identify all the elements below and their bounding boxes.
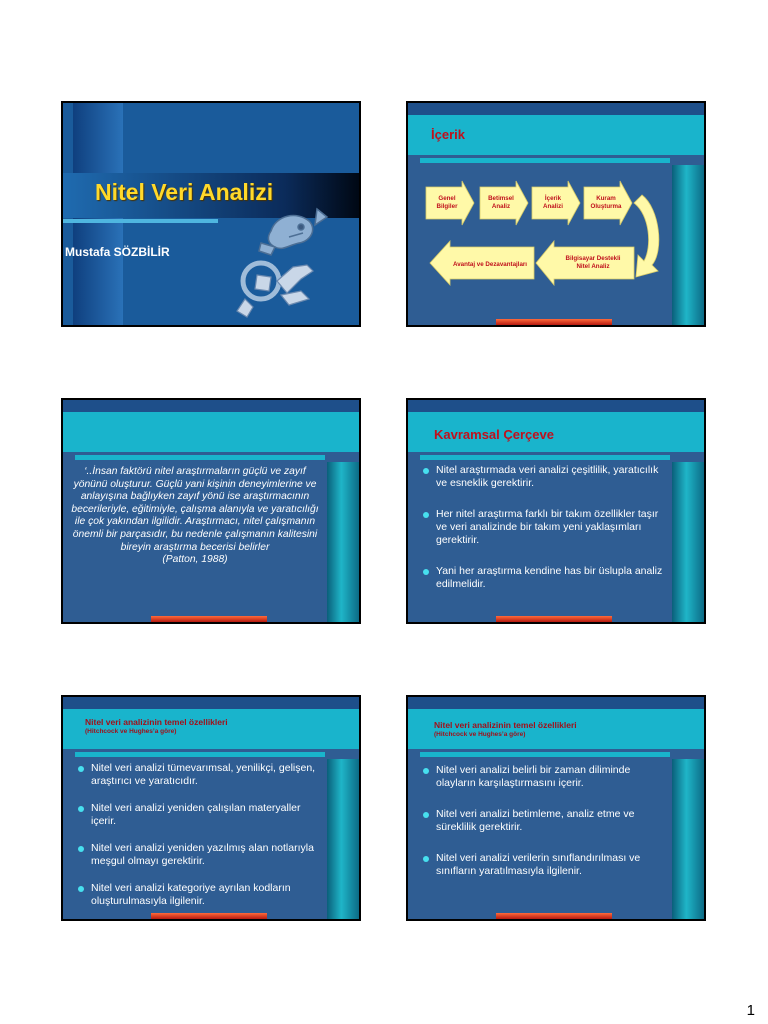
header-underline: [75, 752, 325, 757]
header-underline: [420, 455, 670, 460]
slide-features-1: [61, 695, 361, 921]
bullet-item: Nitel veri analizi verilerin sınıflandırılması ve sınıfların yaratılmasıyla ilgilenir.: [422, 852, 664, 878]
bottom-accent-bar: [151, 913, 267, 919]
bottom-accent-bar: [151, 616, 267, 622]
bottom-accent-bar: [496, 319, 612, 325]
bullet-list: [422, 764, 664, 896]
flow-curve-arrow: [634, 195, 659, 277]
quote-text: ‘..İnsan faktörü nitel araştırmaların güçlü ve zayıf yönünü oluşturur. Güçlü yani kişinin deneyimlerine ve anlayışına bağlıyken zayıf yönü ise araştırmacının becerileriyle, eğitimiyle, çalışma alanıyla ve yaratıcılığı ile çok yakından ilgilidir. Araştırmacı, nitel çalışmanın önemli bir parçasıdır, bu nedenle çalışmanın kalitesini bireyin araştırma becerisi belirler: [71, 466, 319, 553]
bullet-item: Nitel veri analizi betimleme, analiz etme ve süreklilik gerektirir.: [422, 808, 664, 834]
slide-title: [61, 101, 361, 327]
flow-label-3: İçerik Analizi: [543, 195, 563, 210]
header-band: [63, 412, 359, 452]
flow-label-1: Genel Bilgiler: [436, 195, 458, 210]
top-bar: [63, 400, 359, 412]
bullet-item: Yani her araştırma kendine has bir üslupla analiz edilmelidir.: [422, 565, 664, 591]
quote-source: (Patton, 1988): [162, 554, 228, 566]
slide-subheading: (Hitchcock ve Hughes’a göre): [434, 731, 526, 738]
side-gradient-bar: [327, 462, 359, 622]
slide-heading: [434, 720, 577, 740]
bottom-accent-bar: [496, 616, 612, 622]
slide-heading-text: Nitel veri analizinin temel özellikleri: [85, 717, 228, 727]
bullet-item: Her nitel araştırma farklı bir takım özellikler taşır ve veri analizinde bir takım yeni yaklaşımları gerektirir.: [422, 508, 664, 547]
header-underline: [420, 158, 670, 163]
header-underline: [75, 455, 325, 460]
accent-line: [63, 219, 218, 223]
slide-features-2: [406, 695, 706, 921]
quote-block: [69, 466, 321, 567]
process-flow-diagram: [408, 165, 676, 327]
bullet-list: [422, 464, 664, 609]
author-name: Mustafa SÖZBİLİR: [65, 245, 170, 259]
flow-label-4: Kuram Oluşturma: [590, 195, 622, 210]
flow-label-5: Bilgisayar Destekli Nitel Analiz: [565, 255, 621, 270]
side-gradient-bar: [672, 759, 704, 919]
side-gradient-bar: [672, 462, 704, 622]
bullet-item: Nitel veri analizi kategoriye ayrılan kodların oluşturulmasıyla ilgilenir.: [77, 882, 319, 908]
side-gradient-bar: [672, 165, 704, 325]
page-number: 1: [746, 1002, 755, 1019]
top-bar: [408, 103, 704, 115]
bullet-list: [77, 762, 319, 921]
top-bar: [408, 400, 704, 412]
magnifier-clipart-icon: [231, 207, 331, 323]
bullet-item: Nitel veri analizi belirli bir zaman diliminde olayların karşılaştırmasını içerir.: [422, 764, 664, 790]
flow-label-2: Betimsel Analiz: [488, 195, 514, 210]
top-bar: [408, 697, 704, 709]
top-bar: [63, 697, 359, 709]
header-underline: [420, 752, 670, 757]
slide-subheading: (Hitchcock ve Hughes’a göre): [85, 728, 177, 735]
bullet-item: Nitel veri analizi yeniden çalışılan materyaller içerir.: [77, 802, 319, 828]
bullet-item: Nitel veri analizi yeniden yazılmış alan notlarıyla meşgul olmayı gerektirir.: [77, 842, 319, 868]
bottom-accent-bar: [496, 913, 612, 919]
slide-heading: [85, 717, 228, 737]
flow-label-6: Avantaj ve Dezavantajları: [452, 261, 528, 268]
slide-heading-text: Nitel veri analizinin temel özellikleri: [434, 720, 577, 730]
bullet-item: Nitel araştırmada veri analizi çeşitlilik, yaratıcılık ve esneklik gerektirir.: [422, 464, 664, 490]
slide-heading: Kavramsal Çerçeve: [434, 427, 554, 442]
slide-contents: [406, 101, 706, 327]
slide-heading: İçerik: [431, 127, 465, 142]
slide-quote: [61, 398, 361, 624]
presentation-title: Nitel Veri Analizi: [95, 179, 274, 205]
side-gradient-bar: [327, 759, 359, 919]
bullet-item: Nitel veri analizi tümevarımsal, yenilikçi, gelişen, araştırıcı ve yaratıcıdır.: [77, 762, 319, 788]
slide-framework: [406, 398, 706, 624]
